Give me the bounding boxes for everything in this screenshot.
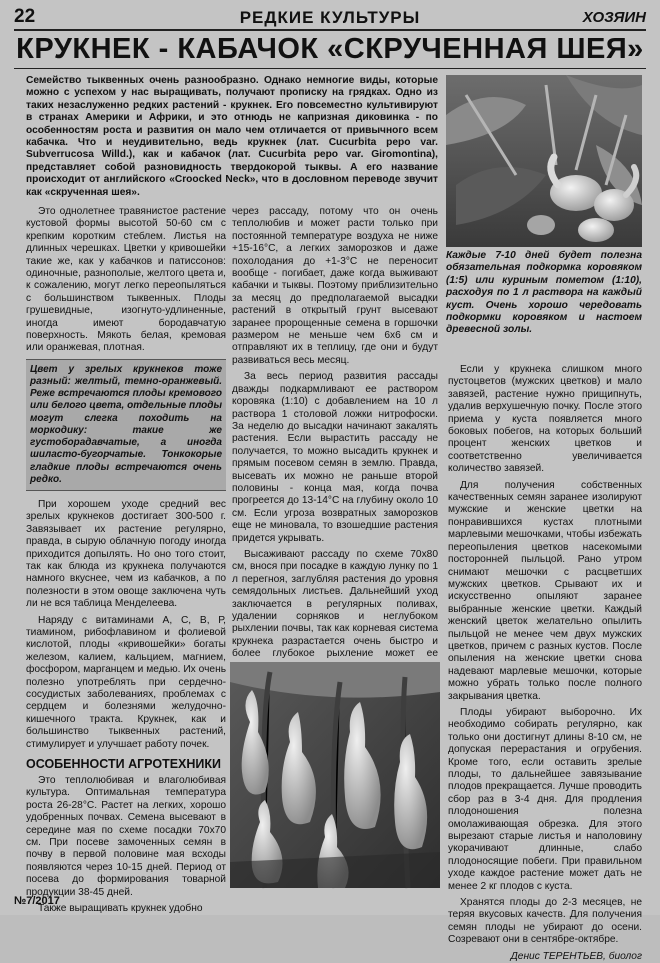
col3-paragraph: Если у крукнека слишком много пустоцветов (мужских цветков) и мало завязей, растение нужно прищипнуть, удалив верхушечную почку. После этого приема у куста появляется много боковых побегов, на которых больший процент женских цветков и соответственно увеличивается количество завязей.: [448, 364, 642, 475]
col1-paragraph: При хорошем уходе средний вес зрелых крукнеков достигает 300-500 г. Завязывает их растение регулярно, правда, в сырую облачную погоду иногда приходится допылять. Но оно того стоит, так как блюда из крукнека получаются намного вкуснее, чем из кабачков, а по полезности в этом овоще заключена чуть ли не вся таблица Менделеева.: [26, 498, 226, 610]
photo-hanging-crooknecks: [230, 662, 440, 888]
issue-number: №7/2017: [14, 895, 60, 907]
agrotechnics-heading: ОСОБЕННОСТИ АГРОТЕХНИКИ: [26, 757, 222, 772]
page-header: [14, 6, 646, 28]
column-1: [26, 206, 226, 920]
header-divider: [14, 29, 646, 31]
col1-paragraph: Это однолетнее травянистое растение кустовой формы высотой 50-60 см с крепким коротким стеблем. Листья на длинных черешках. Цветки у кривошейки такие же, как у кабачков и патиссонов: одиночные, разнополые, желтого цвета и, к сожалению, могут легко переопыляться с большинством тыквенных. Плоды грушевидные, изогнуто-удлиненные, иногда имеют бородавчатую поверхность. Мякоть белая, кремовая или оранжевая, плотная.: [26, 206, 226, 354]
title-divider: [14, 68, 646, 69]
col3-paragraph: Хранятся плоды до 2-3 месяцев, не теряя вкусовых качеств. Для получения семян плоды не убирают до осени. Созревают они в сентябре-октябре.: [448, 897, 642, 946]
photo-crookneck-squash: [446, 75, 642, 247]
photo-caption: Каждые 7-10 дней будет полезна обязательная подкормка коровяком (1:5) или куриным пометом (1:10), расходуя по 1 л раствора на каждый куст. Очень хорошо чередовать подкормки коровяком и настоем древесной золы.: [446, 250, 642, 336]
col3-paragraph: Плоды убирают выборочно. Их необходимо собирать регулярно, как только они достигнут длины 8-10 см, не допуская перерастания и огрубения. Кроме того, если оставить зрелые плоды, то дальнейшее завязывание плодов прекращается. Лучше проводить сбор раз в 3-4 дня. Для продления плодоношения полезна омолаживающая обрезка. Для этого вырезают старые листья и наполовину укорачивают длинные, слабо плодоносящие побеги. При правильном уходе каждое растение может дать не менее 2 кг плодов с куста.: [448, 706, 642, 892]
col2-paragraph: За весь период развития рассады дважды подкармливают ее раствором коровяка (1:10) с добавлением на 10 л раствора 1 столовой ложки нитрофоски. За неделю до высадки начинают закалять растения. Если вырастить рассаду не получается, то можно высадить крукнек и прямым посевом семян в землю. Правда, высевать их можно не раньше второй половины - конца мая, когда почва прогреется до 13-14°С на глубину около 10 см. Если угроза возвратных заморозков еще не миновала, то взошедшие растения придется укрывать.: [232, 371, 438, 544]
col1-paragraph: Наряду с витаминами А, С, В, Р, тиамином, рибофлавином и фолиевой кислотой, плоды «кривошейки» богаты железом, калием, кальцием, магнием, фосфором, марганцем и медью. Их очень полезно употреблять при сердечно-сосудистых заболеваниях, проблемах с сердцем и болезнями желудочно-кишечного тракта. Крукнек, как и большинство тыквенных растений, стимулирует и улучшает работу почек.: [26, 614, 226, 750]
publication-logo: ХОЗЯИН: [582, 9, 646, 26]
col1-paragraph: Также выращивать крукнек удобно: [38, 903, 203, 915]
lead-paragraph: Семейство тыквенных очень разнообразно. Однако немногие виды, которые можно с успехом у нас выращивать, получают прописку на грядках. Одно из таких незаслуженно редких растений - крукнек. Его повсеместно культивируют в странах Америки и Африки, и это отнюдь не капризная диковинка - по особенностям роста и развития он мало чем отличается от привычного всем кабачка. Что и неудивительно, ведь крукнек (лат. Cucurbita pepo var. Subverrucosa Willd.), как и кабачок (лат. Cucurbita pepo var. Giromontina), представляет собой разновидность твердокорой тыквы. А его название происходит от английского «Croocked Neck», что в дословном переводе звучит как «скрученная шея».: [26, 75, 438, 198]
section-title: РЕДКИЕ КУЛЬТУРЫ: [239, 8, 421, 27]
column-2: [232, 206, 438, 677]
author-signature: Денис ТЕРЕНТЬЕВ, биолог: [510, 950, 642, 962]
column-3: [448, 364, 642, 963]
page-number: 22: [14, 6, 36, 27]
col1-paragraph: Это теплолюбивая и влаголюбивая культура. Оптимальная температура роста 26-28°С. Растет на легких, хорошо удобренных почвах. Семена высевают в середине мая по схеме посадки 70х70 см. При посеве замоченных семян в почву в первой половине мая всходы появляются через 10-15 дней. Период от посева до формирования товарной продукции 38-45 дней.: [26, 775, 226, 898]
col2-paragraph: Высаживают рассаду по схеме 70х80 см, внося при посадке в каждую лунку по 1 л перегноя, заглубляя растения до уровня семядольных листьев. Дальнейший уход заключается в регулярных поливах, удалении сорняков и неглубоком рыхлении почвы, так как корневая система крукнека разрастается очень быстро и более глубокое рыхление может ее: [232, 548, 438, 660]
col2-paragraph: через рассаду, потому что он очень теплолюбив и может расти только при постоянной температуре воздуха не ниже +15-16°С, а легких заморозков и даже похолодания до +1-3°С не переносит вообще - погибает, даже когда выживают кабачки и тыквы. Поэтому приблизительно за месяц до предполагаемой высадки растений в открытый грунт высевают заранее пророщенные семена в горшочки размером не меньше чем 6х6 см и отправляют их в теплицу, где они и будут развиваться весь месяц.: [232, 206, 438, 366]
col3-paragraph: Для получения собственных качественных семян заранее изолируют мужские и женские цветки на понравившихся кустах плотными марлевыми мешочками, чтобы избежать переопыления цветков насекомыми посторонней пыльцой. Рано утром снимают мешочки с расцветших мужских цветков. Срывают их и искусственно опыляют заранее выбранные женские цветки. Каждый женский цветок желательно опылить пыльцой не менее чем двух мужских цветков, причем с разных кустов. После опыления на женские цветки снова надевают марлевые мешочки, которые можно убрать только после полного закрывания цветка.: [448, 479, 642, 702]
color-callout-box: Цвет у зрелых крукнеков тоже разный: желтый, темно-оранжевый. Реже встречаются плоды кремового или белого цвета, отдельные плоды могут слегка походить на моркодику: такие же густоборадавчатые, а иногда шиласто-бугорчатые. Тонкокорые гладкие плоды встречаются очень редко.: [26, 359, 226, 491]
article-title: КРУКНЕК - КАБАЧОК «СКРУЧЕННАЯ ШЕЯ»: [16, 33, 644, 65]
